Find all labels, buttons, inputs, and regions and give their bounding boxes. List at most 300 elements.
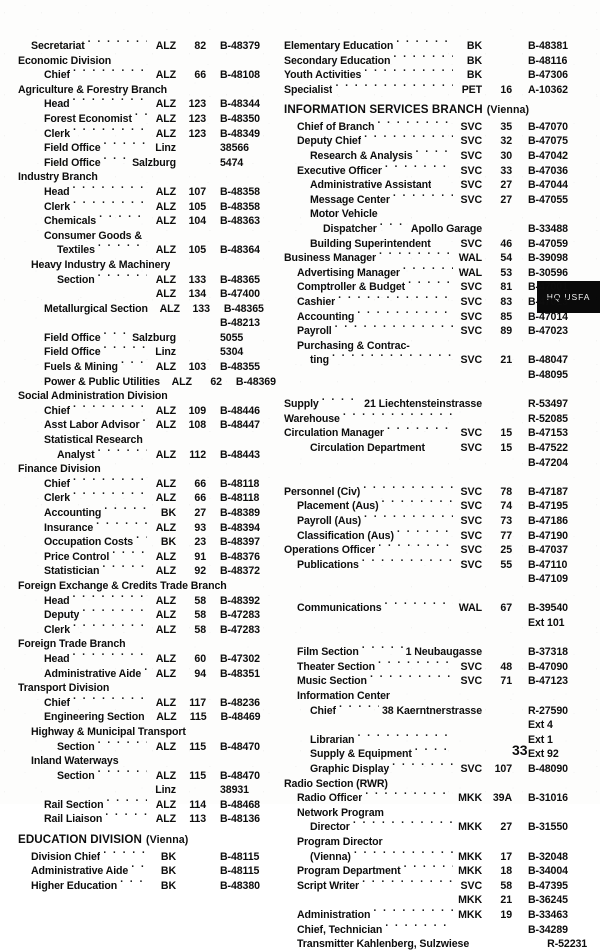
- entry-room-number: 91: [194, 550, 206, 563]
- entry-phone-number: B-31016: [528, 792, 568, 805]
- left-column-entries: [18, 38, 280, 826]
- entry-label: Power & Public Utilities: [44, 375, 160, 388]
- entry-phone-number: R-27590: [528, 704, 568, 717]
- entry-phone-number: B-48118: [220, 492, 260, 505]
- entry-phone-number: B-47075: [528, 135, 568, 148]
- entry-phone-number: B-48136: [220, 813, 260, 826]
- directory-entry-row: [284, 513, 590, 528]
- directory-entry-row: [284, 265, 590, 280]
- entry-phone-number: B-48365: [220, 273, 260, 286]
- directory-entry-row: [284, 382, 590, 397]
- entry-phone-number: B-36245: [528, 894, 568, 907]
- entry-room-number: 32: [500, 135, 512, 148]
- entry-location-code: ALZ: [155, 623, 176, 636]
- entry-phone-number: B-37318: [528, 646, 568, 659]
- entry-location-code: SVC: [460, 879, 482, 892]
- entry-room-number: 82: [194, 40, 206, 52]
- directory-entry-row: [284, 557, 590, 572]
- directory-entry-row: [284, 192, 590, 207]
- entry-label: Occupation Costs: [44, 536, 134, 549]
- entry-phone-number: 5474: [220, 156, 244, 169]
- entry-label: Rail Section: [44, 798, 104, 811]
- directory-entry-row: [284, 936, 590, 951]
- entry-label: Specialist: [284, 83, 333, 96]
- entry-phone-number: B-48363: [220, 215, 260, 228]
- entry-label: Deputy Chief: [297, 135, 362, 148]
- entry-phone-number: B-48394: [220, 521, 260, 534]
- entry-phone-number: B-48372: [220, 565, 260, 578]
- entry-location-code: 21 Liechtensteinstrasse: [364, 398, 482, 411]
- entry-room-number: 33: [500, 164, 512, 177]
- dot-leader: [129, 636, 148, 647]
- entry-location-code: MKK: [458, 792, 482, 805]
- entry-location-code: ALZ: [155, 448, 176, 461]
- entry-label: Cashier: [297, 296, 336, 308]
- dot-leader: [21, 286, 147, 297]
- directory-entry-row: [284, 571, 590, 586]
- entry-phone-number: B-47001: [528, 281, 568, 294]
- dot-leader: [393, 53, 453, 64]
- dot-leader: [104, 330, 130, 341]
- entry-location-code: PET: [461, 83, 482, 96]
- education-division-heading: [18, 833, 280, 849]
- directory-entry-row: [18, 549, 280, 564]
- entry-label: Purchasing & Contrac-: [297, 339, 410, 352]
- entry-room-number: 58: [500, 879, 512, 892]
- entry-location-code: SVC: [460, 500, 482, 513]
- entry-label: Finance Division: [18, 463, 101, 476]
- directory-entry-row: [284, 849, 590, 864]
- entry-phone-number: B-47195: [528, 500, 568, 513]
- dot-leader: [385, 922, 453, 933]
- dot-leader: [98, 242, 147, 253]
- left-column-spacer: [18, 826, 280, 833]
- directory-entry-row: [284, 528, 590, 543]
- entry-label: Radio Officer: [297, 792, 363, 805]
- directory-entry-row: [18, 38, 280, 53]
- entry-label: Librarian: [310, 733, 355, 746]
- entry-location-code: SVC: [460, 354, 482, 367]
- entry-room-number: 112: [189, 448, 206, 461]
- education-division-caps: EDUCATION DIVISION: [18, 833, 142, 847]
- entry-label: Supply: [284, 398, 319, 411]
- entry-phone-number: B-48115: [220, 850, 260, 863]
- entry-phone-number: B-48350: [220, 112, 260, 125]
- entry-room-number: 123: [188, 98, 206, 111]
- dot-leader: [396, 38, 453, 49]
- left-column-tail-entries: [18, 849, 280, 893]
- entry-label: Clerk: [44, 492, 70, 505]
- entry-room-number: 19: [500, 908, 512, 921]
- directory-entry-row: [18, 447, 280, 462]
- entry-phone-number: R-52231: [547, 938, 588, 951]
- entry-label: Section: [57, 273, 95, 286]
- entry-room-number: 60: [194, 652, 206, 665]
- dot-leader: [145, 228, 147, 239]
- dot-leader: [377, 119, 453, 130]
- entry-label: Supply & Equipment: [310, 748, 412, 761]
- entry-room-number: 104: [188, 215, 206, 228]
- entry-location-code: 38 Kaerntnerstrasse: [382, 704, 482, 717]
- entry-location-code: ALZ: [155, 609, 176, 622]
- entry-location-code: SVC: [460, 660, 482, 673]
- entry-phone-number: B-47042: [528, 150, 568, 163]
- entry-label: Insurance: [44, 521, 94, 534]
- directory-entry-row: [284, 133, 590, 148]
- directory-entry-row: [18, 286, 280, 301]
- entry-phone-number: B-47522: [528, 441, 568, 454]
- entry-label: Deputy: [44, 609, 80, 622]
- directory-entry-row: [18, 739, 280, 754]
- entry-label: Fuels & Mining: [44, 361, 118, 374]
- directory-entry-row: [18, 768, 280, 783]
- entry-label: Foreign Trade Branch: [18, 638, 126, 651]
- entry-label: Business Manager: [284, 252, 377, 265]
- directory-entry-row: [18, 242, 280, 257]
- entry-label: Secondary Education: [284, 54, 391, 67]
- entry-label: Textiles: [57, 244, 95, 257]
- entry-phone-number: B-48344: [220, 98, 260, 111]
- entry-label: Section: [57, 740, 95, 753]
- entry-phone-number: B-47187: [528, 485, 568, 498]
- directory-entry-row: [18, 724, 280, 739]
- directory-entry-row: [18, 782, 280, 797]
- entry-room-number: 27: [500, 193, 512, 206]
- dot-leader: [131, 863, 147, 874]
- entry-room-number: 115: [189, 769, 206, 782]
- entry-room-number: 30: [500, 150, 512, 163]
- dot-leader: [73, 403, 147, 414]
- directory-entry-row: [18, 213, 280, 228]
- entry-label: Placement (Aus): [297, 500, 379, 513]
- entry-phone-number: B-48236: [220, 696, 260, 709]
- directory-entry-row: [284, 805, 590, 820]
- entry-label: Chemicals: [44, 215, 97, 228]
- entry-room-number: 25: [500, 544, 512, 557]
- entry-location-code: SVC: [460, 193, 482, 206]
- entry-phone-number: B-48470: [220, 740, 260, 753]
- entry-room-number: 67: [500, 602, 512, 615]
- entry-label: Operations Officer: [284, 544, 376, 557]
- dot-leader: [415, 746, 453, 757]
- entry-label: Heavy Industry & Machinery: [31, 258, 171, 271]
- directory-entry-row: [18, 67, 280, 82]
- entry-location-code: ALZ: [155, 185, 176, 198]
- dot-leader: [378, 542, 453, 553]
- entry-room-number: 54: [500, 252, 512, 265]
- entry-label: Agriculture & Forestry Branch: [18, 83, 167, 96]
- entry-room-number: 133: [192, 302, 210, 315]
- directory-entry-row: [284, 673, 590, 688]
- entry-location-code: ALZ: [155, 112, 176, 125]
- directory-entry-row: [284, 352, 590, 367]
- directory-entry-row: [18, 520, 280, 535]
- directory-entry-row: [284, 630, 590, 645]
- entry-label: Personnel (Civ): [284, 485, 361, 498]
- entry-location-code: SVC: [460, 281, 482, 294]
- entry-room-number: 15: [500, 427, 512, 440]
- entry-phone-number: B-48355: [220, 361, 260, 374]
- entry-location-code: MKK: [458, 850, 482, 863]
- entry-phone-number: B-47204: [528, 456, 568, 469]
- entry-location-code: ALZ: [155, 288, 176, 301]
- entry-room-number: 27: [500, 821, 512, 834]
- directory-entry-row: [18, 797, 280, 812]
- entry-phone-number: B-47186: [528, 514, 568, 527]
- entry-room-number: 27: [194, 507, 206, 519]
- entry-phone-number: B-32048: [528, 850, 568, 863]
- entry-location-code: WAL: [458, 266, 482, 279]
- directory-entry-row: [284, 819, 590, 834]
- dot-leader: [408, 279, 453, 290]
- entry-room-number: 73: [500, 514, 512, 527]
- entry-phone-number: B-48379: [220, 40, 260, 52]
- entry-room-number: 58: [194, 623, 206, 636]
- entry-label: Statistical Research: [44, 434, 143, 447]
- entry-label: Administration: [297, 908, 371, 921]
- entry-phone-number: B-48090: [528, 763, 568, 775]
- entry-label: Program Director: [297, 835, 383, 848]
- entry-room-number: 105: [188, 200, 206, 213]
- directory-entry-row: [284, 586, 590, 601]
- dot-leader: [416, 148, 453, 159]
- entry-room-number: 18: [500, 865, 512, 878]
- directory-entry-row: [284, 440, 590, 455]
- directory-entry-row: [284, 732, 590, 747]
- entry-location-code: ALZ: [156, 711, 177, 724]
- entry-room-number: 27: [500, 179, 512, 192]
- entry-room-number: 35: [500, 120, 512, 133]
- dot-leader: [287, 571, 453, 582]
- directory-entry-row: [284, 338, 590, 353]
- directory-entry-row: [284, 892, 590, 907]
- dot-leader: [135, 111, 147, 122]
- entry-phone-number: B-48397: [220, 536, 260, 549]
- dot-leader: [364, 133, 453, 144]
- dot-leader: [364, 67, 453, 78]
- entry-location-code: BK: [466, 69, 482, 82]
- entry-label: Music Section: [297, 675, 367, 688]
- directory-entry-row: [18, 490, 280, 505]
- directory-entry-row: [284, 922, 590, 937]
- entry-location-code: ALZ: [155, 769, 176, 782]
- dot-leader: [143, 417, 147, 428]
- entry-room-number: 77: [500, 529, 512, 542]
- entry-label: Statistician: [44, 565, 100, 578]
- directory-entry-row: [18, 622, 280, 637]
- entry-label: Secretariat: [31, 40, 85, 52]
- dot-leader: [73, 126, 147, 137]
- directory-entry-row: [18, 330, 280, 345]
- directory-entry-row: [284, 615, 590, 630]
- dot-leader: [114, 53, 147, 64]
- directory-entry-row: [18, 169, 280, 184]
- directory-entry-row: [284, 119, 590, 134]
- entry-label: Transmitter Kahlenberg, Sulzwiese: [297, 938, 470, 951]
- directory-entry-row: [284, 542, 590, 557]
- entry-location-code: ALZ: [155, 273, 176, 286]
- right-column-head-entries: [284, 38, 590, 96]
- entry-room-number: 66: [194, 477, 206, 490]
- directory-entry-row: [18, 111, 280, 126]
- entry-location-code: MKK: [458, 865, 482, 878]
- entry-label: Inland Waterways: [31, 755, 119, 768]
- dot-leader: [21, 315, 147, 326]
- entry-phone-number: B-47110: [528, 558, 568, 571]
- dot-leader: [73, 476, 147, 487]
- dot-leader: [338, 294, 453, 305]
- dot-leader: [21, 782, 147, 793]
- right-column: [284, 38, 590, 951]
- directory-entry-row: [18, 534, 280, 549]
- entry-room-number: 53: [500, 266, 512, 279]
- dot-leader: [322, 396, 361, 407]
- entry-phone-number: B-47055: [528, 193, 568, 206]
- dot-leader: [287, 615, 453, 626]
- entry-phone-number: 5055: [220, 331, 244, 344]
- dot-leader: [343, 411, 453, 422]
- entry-phone-number: B-48392: [220, 594, 260, 607]
- information-services-paren: (Vienna): [486, 104, 530, 117]
- entry-location-code: ALZ: [155, 244, 176, 257]
- dot-leader: [353, 819, 453, 830]
- entry-room-number: 114: [189, 798, 206, 811]
- directory-entry-row: [284, 294, 590, 309]
- dot-leader: [98, 272, 147, 283]
- dot-leader: [403, 265, 453, 276]
- directory-entry-row: [18, 257, 280, 272]
- entry-room-number: 123: [188, 127, 206, 140]
- entry-label: Analyst: [57, 448, 95, 461]
- dot-leader: [387, 805, 453, 816]
- entry-label: ting: [310, 354, 330, 367]
- entry-location-code: BK: [160, 536, 176, 549]
- entry-label: Head: [44, 594, 70, 607]
- entry-label: Administrative Aide: [31, 865, 129, 878]
- entry-location-code: MKK: [458, 894, 482, 907]
- directory-entry-row: [284, 746, 590, 761]
- dot-leader: [332, 352, 453, 363]
- entry-label: Youth Activities: [284, 69, 362, 82]
- dot-leader: [73, 67, 147, 78]
- directory-entry-row: [284, 323, 590, 338]
- directory-entry-row: [284, 309, 590, 324]
- entry-location-code: ALZ: [159, 302, 180, 315]
- entry-location-code: ALZ: [155, 594, 176, 607]
- directory-entry-row: [18, 849, 280, 864]
- dot-leader: [363, 484, 453, 495]
- entry-location-code: ALZ: [155, 521, 176, 534]
- entry-label: Engineering Section: [44, 711, 145, 724]
- dot-leader: [335, 323, 453, 334]
- entry-location-code: WAL: [458, 602, 482, 615]
- entry-label: Advertising Manager: [297, 266, 400, 279]
- directory-entry-row: [18, 359, 280, 374]
- directory-entry-row: [18, 53, 280, 68]
- entry-phone-number: B-48447: [220, 419, 260, 432]
- entry-room-number: 113: [189, 813, 206, 826]
- dot-leader: [385, 163, 453, 174]
- entry-room-number: 66: [194, 492, 206, 505]
- directory-entry-row: [18, 228, 280, 243]
- entry-phone-number: B-47153: [528, 427, 568, 440]
- entry-label: Payroll: [297, 325, 332, 338]
- dot-leader: [101, 169, 147, 180]
- entry-room-number: 58: [194, 594, 206, 607]
- entry-location-code: ALZ: [155, 477, 176, 490]
- dot-leader: [428, 440, 453, 451]
- entry-room-number: 21: [500, 354, 512, 367]
- entry-label: Communications: [297, 602, 382, 615]
- entry-label: Warehouse: [284, 412, 340, 425]
- entry-location-code: SVC: [460, 529, 482, 542]
- entry-phone-number: B-33488: [528, 223, 568, 236]
- entry-location-code: ALZ: [155, 127, 176, 140]
- directory-entry-row: [284, 703, 590, 718]
- entry-phone-number: B-47306: [528, 69, 568, 82]
- entry-label: Message Center: [310, 193, 390, 206]
- entry-room-number: 16: [500, 83, 512, 96]
- directory-entry-row: [284, 659, 590, 674]
- dot-leader: [393, 688, 453, 699]
- entry-label: (Vienna): [310, 850, 351, 863]
- entry-location-code: ALZ: [155, 667, 176, 680]
- dot-leader: [98, 768, 147, 779]
- entry-label: Accounting: [44, 507, 102, 519]
- entry-phone-number: B-48446: [220, 404, 260, 417]
- dot-leader: [382, 498, 453, 509]
- directory-entry-row: [284, 411, 590, 426]
- directory-entry-row: [284, 250, 590, 265]
- dot-leader: [96, 520, 147, 531]
- directory-entry-row: [284, 878, 590, 893]
- entry-phone-number: R-53497: [528, 398, 568, 411]
- entry-label: Chief, Technician: [297, 923, 383, 936]
- entry-label: Building Superintendent: [310, 237, 431, 250]
- entry-location-code: ALZ: [155, 98, 176, 111]
- entry-label: Accounting: [297, 310, 355, 323]
- entry-room-number: 83: [500, 296, 512, 308]
- entry-room-number: 23: [194, 536, 206, 549]
- dot-leader: [357, 309, 453, 320]
- entry-phone-number: B-48389: [220, 507, 260, 519]
- dot-leader: [413, 338, 453, 349]
- dot-leader: [103, 849, 147, 860]
- entry-label: Administrative Assistant: [310, 179, 432, 192]
- dot-leader: [102, 563, 147, 574]
- dot-leader: [434, 236, 453, 247]
- entry-phone-number: B-33463: [528, 908, 568, 921]
- dot-leader: [362, 878, 453, 889]
- entry-phone-number: Ext 101: [528, 617, 565, 630]
- entry-phone-number: B-48364: [220, 244, 260, 257]
- directory-entry-row: [18, 651, 280, 666]
- entry-location-code: Linz: [155, 142, 176, 155]
- dot-leader: [104, 461, 147, 472]
- dot-leader: [287, 717, 453, 728]
- entry-location-code: ALZ: [155, 361, 176, 374]
- dot-leader: [73, 96, 147, 107]
- entry-location-code: BK: [160, 879, 176, 892]
- entry-phone-number: B-47013: [528, 296, 568, 308]
- entry-phone-number: B-47395: [528, 879, 568, 892]
- entry-label: Network Program: [297, 806, 384, 819]
- entry-room-number: 71: [500, 675, 512, 688]
- dot-leader: [104, 505, 147, 516]
- entry-label: Program Department: [297, 865, 401, 878]
- entry-room-number: 92: [194, 565, 206, 578]
- entry-phone-number: 38566: [220, 142, 249, 155]
